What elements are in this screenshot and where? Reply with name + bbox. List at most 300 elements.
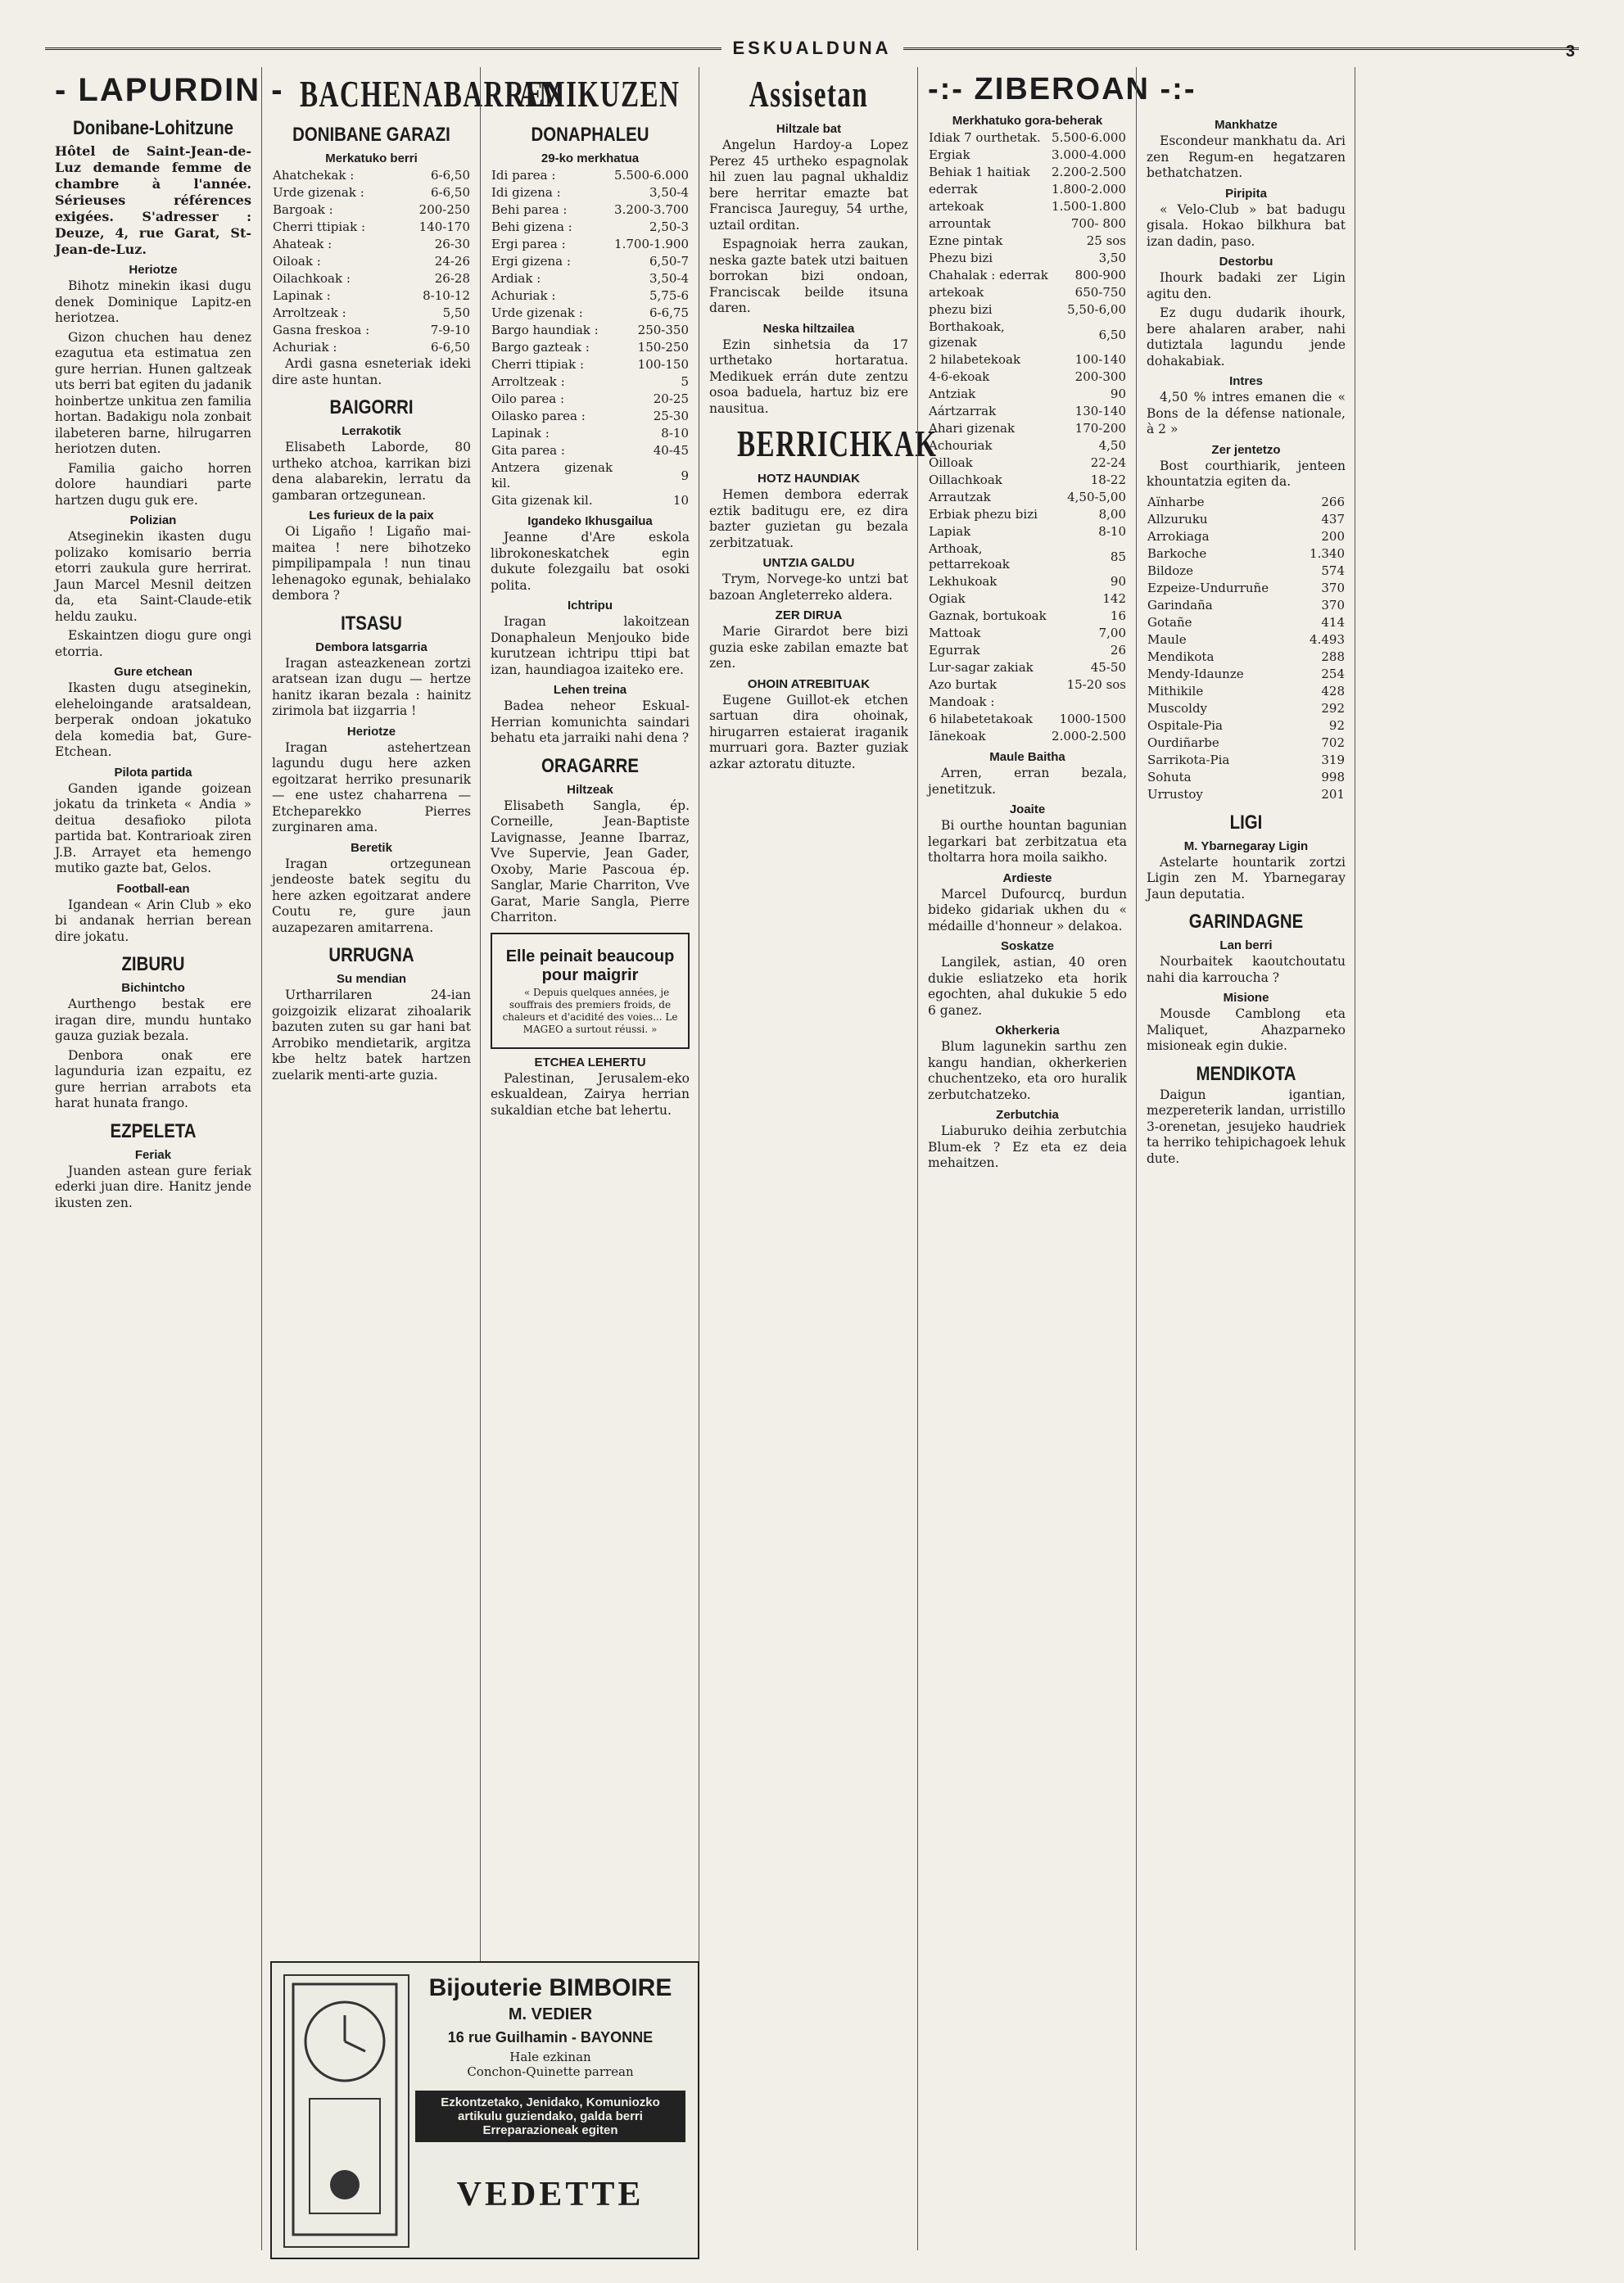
subheading: Gure etchean	[114, 665, 192, 679]
table-cell-value: 5,50-6,00	[1067, 302, 1126, 317]
table-row	[491, 322, 690, 339]
table-cell-value: 6-6,50	[430, 168, 470, 183]
table-row	[1147, 735, 1346, 752]
paragraph: Elisabeth Sangla, ép. Corneille, Jean-Baptiste Lavignasse, Jeanne Ibarraz, Vve Supervie, Jean Gader, Oxoby, Marie Pascoua ép. Sanglar, Marie Charriton, Vve Garat, Marie Sangla, Pierre Charriton.	[491, 798, 690, 925]
column-right-margin	[1355, 67, 1580, 2250]
table-cell-label: arrountak	[929, 216, 991, 231]
table-row	[928, 420, 1127, 437]
table-cell-value: 18-22	[1090, 472, 1126, 487]
subheading: Les furieux de la paix	[309, 509, 434, 522]
table-cell-label: Idi gizena :	[491, 185, 561, 200]
paragraph: Juanden astean gure feriak ederki juan dire. Hanitz jende ikusten zen.	[55, 1163, 251, 1210]
table-cell-value: 428	[1321, 683, 1345, 698]
subheading: Zer jentetzo	[1211, 442, 1281, 457]
subheading: Beretik	[351, 840, 392, 855]
table-cell-value: 150-250	[637, 340, 689, 355]
section-banner-bachenabarren: BACHENABARREN	[300, 73, 566, 115]
table-cell-value: 8,00	[1098, 507, 1126, 522]
table-cell-label: Ogiak	[929, 591, 966, 606]
table-row	[1147, 666, 1346, 683]
paragraph: Ezin sinhetsia da 17 urthetako hortaratua. Medikuek errán dute zentzu osoa baduela, hartuz biz ere nausitua.	[709, 337, 908, 416]
table-row	[491, 287, 690, 305]
table-cell-value: 800-900	[1074, 268, 1126, 283]
table-cell-label: Gita gizenak kil.	[491, 493, 593, 508]
table-cell-label: Idi parea :	[491, 168, 556, 183]
table-cell-label: Arthoak, pettarrekoak	[929, 541, 1010, 572]
table-cell-label: Mattoak	[929, 626, 981, 640]
subheading: Pilota partida	[114, 765, 192, 780]
table-cell-label: Iänekoak	[929, 729, 986, 744]
table-row	[491, 492, 690, 509]
table-cell-value: 142	[1102, 591, 1126, 606]
table-cell-label: Bargoak :	[273, 202, 333, 217]
heading-ligi: LIGI	[1229, 811, 1263, 834]
subheading: Joaite	[1009, 802, 1046, 816]
paragraph: Espagnoiak herra zaukan, neska gazte batek utzi baituen borrokan bizi ondoan, Franciscak beilde itsuna daren.	[709, 237, 908, 315]
subheading: Lerrakotik	[342, 424, 401, 438]
table-cell-value: 8-10	[661, 426, 689, 441]
table-cell-label: Ospitale-Pia	[1147, 717, 1223, 733]
table-cell-value: 437	[1321, 511, 1345, 527]
table-cell-value: 3,50	[1098, 251, 1126, 265]
table-cell-label: Lapinak :	[273, 288, 331, 303]
subheading: Dembora latsgarria	[315, 640, 427, 654]
paragraph: Jeanne d'Are eskola librokoneskatchek egin dukute folezgailu bat osoki polita.	[491, 530, 690, 593]
section-banner-ziberoan: -:- ZIBEROAN -:-	[928, 72, 1197, 106]
table-row	[491, 201, 690, 219]
subheading: M. Ybarnegaray Ligin	[1183, 839, 1309, 853]
section-banner-lapurdin: - LAPURDIN -	[55, 72, 284, 108]
subheading: Feriak	[134, 1147, 172, 1162]
table-cell-value: 4,50	[1098, 438, 1126, 453]
table-cell-label: Oilasko parea :	[491, 409, 586, 423]
paragraph: Familia gaicho horren dolore haundiari parte hartzen dugu guk ere.	[55, 460, 251, 508]
table-cell-value: 1.500-1.800	[1052, 199, 1126, 214]
section-banner-assisetan: Assisetan	[749, 73, 869, 115]
table-cell-value: 3.000-4.000	[1052, 147, 1126, 162]
table-row	[928, 129, 1127, 147]
table-cell-value: 15-20 sos	[1066, 677, 1126, 692]
heading-donaphaleu: DONAPHALEU	[531, 124, 649, 146]
table-row	[272, 219, 471, 236]
table-row	[928, 694, 1127, 711]
paragraph: Ganden igande goizean jokatu da trinketa « Andia » deitua desafioko pilota partida bat. Kontrarioak ziren J.B. Arrayet eta hemengo mutiko gazte bat, Gelos.	[55, 780, 251, 875]
subheading: Ichtripu	[568, 599, 613, 613]
table-cell-value: 5.500-6.000	[1052, 130, 1126, 145]
table-row	[928, 233, 1127, 250]
table-row	[1147, 528, 1346, 545]
paragraph: Badea neheor Eskual-Herrian komunichta saindari behatu eta jarraiki nahi dena ?	[491, 698, 690, 745]
table-row	[928, 351, 1127, 368]
subheading: UNTZIA GALDU	[762, 556, 855, 570]
notice: Hôtel de Saint-Jean-de-Luz demande femme de chambre à l'année. Sérieuses références exigées. S'adresser : Deuze, 4, rue Garat, St-Jean-de-Luz.	[55, 143, 251, 257]
table-row	[928, 711, 1127, 728]
table-row	[928, 590, 1127, 608]
table-row	[928, 181, 1127, 198]
table-row	[928, 164, 1127, 181]
table-cell-label: Ourdiñarbe	[1147, 735, 1219, 750]
page-number: 3	[1565, 43, 1575, 61]
table-row	[1147, 631, 1346, 649]
table-cell-label: Achouriak	[929, 438, 993, 453]
table-row	[1147, 597, 1346, 614]
subheading: Football-ean	[116, 881, 190, 896]
subheading: Heriotze	[346, 724, 396, 739]
table-row	[491, 373, 690, 391]
heading-urrugna: URRUGNA	[328, 944, 414, 966]
table-cell-label: Mithikile	[1147, 683, 1204, 698]
table-cell-label: Mendikota	[1147, 649, 1215, 664]
masthead: ESKUALDUNA	[0, 38, 1624, 59]
table-cell-value: 2,50-3	[649, 219, 689, 234]
table-row	[1147, 769, 1346, 786]
table-cell-value: 26-30	[434, 237, 470, 251]
table-row	[272, 287, 471, 305]
table-cell-value: 266	[1321, 494, 1345, 509]
table-cell-value: 20-25	[653, 391, 689, 406]
ad-title: Elle peinait beaucoup pour maigrir	[505, 947, 675, 984]
table-row	[1147, 614, 1346, 631]
table-row	[928, 301, 1127, 319]
table-cell-value: 85	[1110, 549, 1126, 564]
paragraph: 4,50 % intres emanen die « Bons de la défense nationale, à 2 »	[1147, 390, 1346, 436]
subheading: Lan berri	[1219, 938, 1273, 952]
table-row	[491, 356, 690, 373]
ad-shop-name: Bijouterie BIMBOIRE	[428, 1974, 672, 2001]
table-row	[491, 184, 690, 201]
paragraph: Escondeur mankhatu da. Ari zen Regum-en hegatzaren bethatchatzen.	[1147, 133, 1346, 180]
table-cell-value: 201	[1321, 786, 1345, 802]
table-cell-label: Phezu bizi	[929, 251, 993, 265]
table-cell-label: Ahatchekak :	[273, 168, 355, 183]
clock-illustration	[283, 1974, 409, 2248]
table-cell-label: Gita parea :	[491, 443, 565, 458]
paragraph: Urtharrilaren 24-ian goizgoizik elizarat zihoalarik bazuten zuten su gar hani bat Arrobiko mendietarik, argitza kbe heltz batek hartzen zuelarik menti-arte guzia.	[272, 988, 471, 1083]
subheading: 29-ko merkhatua	[541, 151, 640, 165]
table-cell-value: 24-26	[434, 254, 470, 269]
table-cell-value: 8-10	[1098, 524, 1126, 539]
paragraph: Astelarte hountarik zortzi Ligin zen M. Ybarnegaray Jaun deputatia.	[1147, 854, 1346, 902]
table-cell-value: 3.200-3.700	[614, 202, 689, 217]
paragraph: Nourbaitek kaoutchoutatu nahi dia karroucha ?	[1147, 954, 1346, 985]
table-cell-label: artekoak	[929, 199, 984, 214]
table-row	[491, 459, 690, 492]
table-cell-value: 10	[672, 493, 689, 508]
heading-donibane-lohitzune: Donibane-Lohitzune	[72, 117, 234, 139]
table-cell-value: 26-28	[434, 271, 470, 286]
subheading: Maule Baitha	[989, 750, 1065, 764]
table-row	[928, 625, 1127, 642]
table-cell-value: 3,50-4	[649, 271, 689, 286]
table-cell-label: artekoak	[929, 285, 984, 300]
table-row	[272, 270, 471, 287]
table-cell-label: Urde gizenak :	[273, 185, 364, 200]
table-cell-label: Behi gizena :	[491, 219, 572, 234]
table-cell-value: 26	[1110, 643, 1126, 658]
table-row	[491, 253, 690, 270]
table-cell-label: Ezpeize-Undurruñe	[1147, 580, 1269, 595]
table-cell-label: Behiak 1 haitiak	[929, 165, 1030, 179]
table-cell-label: Antzera gizenak kil.	[491, 460, 613, 491]
paragraph: Langilek, astian, 40 oren dukie esliatzeko eta horik egochten, ahal dukukie 5 edo 6 ganez.	[928, 955, 1127, 1018]
table-cell-label: Borthakoak, gizenak	[929, 319, 1005, 350]
table-cell-label: 2 hilabetekoak	[929, 352, 1021, 367]
table-row	[928, 215, 1127, 233]
paragraph: Iragan ortzegunean jendeoste batek segitu du here azken egoitzarat andere Coutu re, gure jaun auzapezaren amitarrena.	[272, 856, 471, 935]
table-cell-value: 700- 800	[1070, 216, 1126, 231]
table-cell-value: 130-140	[1074, 404, 1126, 418]
table-cell-label: Bargo haundiak :	[491, 323, 599, 337]
table-cell-label: Muscoldy	[1147, 700, 1208, 716]
table-cell-value: 1000-1500	[1059, 712, 1126, 726]
table-row	[928, 608, 1127, 625]
paragraph: Denbora onak ere lagunduria izan ezpaitu, ez gure herrian arrabots eta harat hunata frango.	[55, 1047, 251, 1110]
table-cell-value: 6-6,75	[649, 305, 689, 320]
table-cell-label: Gasna freskoa :	[273, 323, 370, 337]
ad-owner: M. VEDIER	[508, 2005, 593, 2023]
table-row	[491, 391, 690, 408]
table-cell-value: 7,00	[1098, 626, 1126, 640]
subheading: Ardieste	[1002, 870, 1052, 885]
table-row	[491, 442, 690, 459]
table-cell-value: 5.500-6.000	[614, 168, 689, 183]
table-cell-label: Urde gizenak :	[491, 305, 583, 320]
table-cell-value: 6,50	[1098, 327, 1126, 342]
paragraph: Ikasten dugu atseginekin, eleheloingande aratsaldean, berperak ondoan jokatuko dela komedia bat, Gure-Etchean.	[55, 680, 251, 759]
table-row	[1147, 752, 1346, 769]
table-cell-label: 6 hilabetetakoak	[929, 712, 1034, 726]
paragraph: Elisabeth Laborde, 80 urtheko atchoa, karrikan bizi dena alabarekin, lerratu da gambaran ortzegunean.	[272, 440, 471, 503]
paragraph: Bi ourthe hountan bagunian legarkari bat zerbitzatua eta tholtarra hora moila saikho.	[928, 818, 1127, 865]
table-cell-label: Ezne pintak	[929, 233, 1003, 248]
subheading: Igandeko Ikhusgailua	[527, 514, 653, 528]
table-cell-label: Sohuta	[1147, 769, 1192, 784]
subheading: Su mendian	[336, 972, 406, 986]
table-cell-label: Lapinak :	[491, 426, 550, 441]
table-cell-value: 5,75-6	[649, 288, 689, 303]
table-row	[928, 267, 1127, 284]
table-row	[928, 728, 1127, 745]
table-row	[272, 167, 471, 184]
paragraph: Iragan asteazkenean zortzi aratsean izan dugu — hertze hanitz ikaran bezala : hainitz zirimola bat iizgarria !	[272, 655, 471, 718]
table-row	[491, 167, 690, 184]
market-table-donaphaleu	[491, 167, 690, 509]
paragraph: Iragan astehertzean lagundu dugu here azken egoitzarat herriko presunarik — ene ustez chaharrena — Etcheparekko Pierres zurginaren ama.	[272, 739, 471, 834]
table-row	[928, 368, 1127, 386]
table-row	[928, 403, 1127, 420]
paragraph: Mousde Camblong eta Maliquet, Ahazparneko misioneak egin dukie.	[1147, 1006, 1346, 1053]
table-cell-value: 3,50-4	[649, 185, 689, 200]
table-cell-value: 650-750	[1074, 285, 1126, 300]
table-row	[928, 489, 1127, 506]
table-cell-label: Aártzarrak	[929, 404, 997, 418]
table-row	[491, 219, 690, 236]
table-cell-label: Sarrikota-Pia	[1147, 752, 1230, 767]
table-cell-value: 288	[1321, 649, 1345, 664]
subheading: Lehen treina	[553, 683, 627, 697]
table-cell-label: phezu bizi	[929, 302, 993, 317]
heading-garindagne: GARINDAGNE	[1188, 911, 1304, 933]
heading-baigorri: BAIGORRI	[329, 396, 414, 418]
table-cell-value: 7-9-10	[430, 323, 470, 337]
table-row	[928, 437, 1127, 454]
table-cell-label: Gotañe	[1147, 614, 1192, 630]
table-cell-label: Ahateak :	[273, 237, 332, 251]
table-cell-value: 170-200	[1074, 421, 1126, 436]
table-cell-value: 1.800-2.000	[1052, 182, 1126, 197]
table-row	[928, 642, 1127, 659]
paragraph: Arren, erran bezala, jenetitzuk.	[928, 766, 1127, 797]
ad-brand: VEDETTE	[456, 2176, 645, 2213]
table-cell-value: 414	[1321, 614, 1345, 630]
market-table-ziberoa	[928, 129, 1127, 745]
table-cell-value: 200-300	[1074, 369, 1126, 384]
column-amikuzen	[480, 67, 699, 2250]
subheading: Destorbu	[1219, 255, 1273, 269]
subheading: Okherkeria	[995, 1024, 1060, 1038]
table-cell-label: Azo burtak	[929, 677, 997, 692]
table-cell-label: Behi parea :	[491, 202, 568, 217]
subheading: OHOIN ATREBITUAK	[747, 676, 871, 691]
table-cell-value: 254	[1321, 666, 1345, 681]
paragraph: Oi Ligaño ! Ligaño mai-maitea ! nere bihotzeko pimpilipampala ! nun tinau lehenagoko egunak, behialako dembora ?	[272, 524, 471, 603]
subheading: Hiltzeak	[567, 782, 613, 797]
table-cell-label: Lapiak	[929, 524, 971, 539]
table-cell-label: Achuriak :	[273, 340, 337, 355]
table-cell-value: 100-140	[1074, 352, 1126, 367]
advertisement-bimboire	[270, 1961, 699, 2259]
table-cell-label: Oillachkoak	[929, 472, 1002, 487]
paragraph: Eskaintzen diogu gure ongi etorria.	[55, 628, 251, 659]
table-row	[1147, 786, 1346, 803]
subheading: ETCHEA LEHERTU	[534, 1055, 646, 1069]
table-row	[928, 523, 1127, 540]
table-cell-label: Arroltzeak :	[491, 374, 565, 389]
subheading: Neska hiltzailea	[762, 321, 855, 336]
paragraph: Marie Girardot bere bizi guzia eske zabilan emazte bat zen.	[709, 624, 908, 671]
paragraph: Ihourk badaki zer Ligin agitu den.	[1147, 270, 1346, 301]
ad-line: Hale ezkinan	[509, 2050, 591, 2064]
table-row	[928, 319, 1127, 351]
table-row	[272, 236, 471, 253]
table-cell-value: 25 sos	[1086, 233, 1126, 248]
table-row	[272, 305, 471, 322]
ad-address: 16 rue Guilhamin - BAYONNE	[447, 2029, 654, 2046]
table-row	[1147, 649, 1346, 666]
table-cell-value: 250-350	[637, 323, 689, 337]
table-cell-value: 370	[1321, 597, 1345, 613]
table-row	[1147, 700, 1346, 717]
table-cell-value: 200	[1321, 528, 1345, 544]
table-cell-value: 1.340	[1310, 545, 1345, 561]
table-cell-value: 4.493	[1310, 631, 1345, 647]
table-cell-label: Mandoak :	[929, 694, 995, 709]
table-row	[1147, 717, 1346, 735]
table-cell-value: 1.700-1.900	[614, 237, 689, 251]
table-row	[272, 339, 471, 356]
table-cell-value: 5	[681, 374, 689, 389]
subheading: Piripita	[1225, 186, 1267, 201]
paragraph: Ardi gasna esneteriak ideki dire aste huntan.	[272, 356, 471, 387]
table-row	[491, 270, 690, 287]
table-cell-label: Barkoche	[1147, 545, 1207, 561]
table-row	[272, 253, 471, 270]
paragraph: Angelun Hardoy-a Lopez Perez 45 urtheko espagnolak hil zuen lau pagnal ukhaldiz bere herritar emazte bat Francisca Jaureguy, 54 urthe, uztail orditan.	[709, 138, 908, 233]
table-cell-label: ederrak	[929, 182, 978, 197]
table-row	[928, 573, 1127, 590]
paragraph: « Velo-Club » bat badugu gisala. Hokao bilkhura bat izan dadin, paso.	[1147, 201, 1346, 249]
table-cell-label: Erbiak phezu bizi	[929, 507, 1038, 522]
table-cell-label: Cherri ttipiak :	[491, 357, 585, 372]
table-cell-label: Allzuruku	[1147, 511, 1208, 527]
clock-icon	[285, 1976, 405, 2243]
table-row	[1147, 683, 1346, 700]
subheading: Intres	[1229, 374, 1263, 388]
table-cell-value: 5,50	[442, 305, 470, 320]
table-cell-value: 998	[1321, 769, 1345, 784]
table-cell-value: 25-30	[653, 409, 689, 423]
table-cell-label: Oilachkoak :	[273, 271, 351, 286]
heading-donibane-garazi: DONIBANE GARAZI	[292, 124, 450, 146]
table-cell-label: Ardiak :	[491, 271, 541, 286]
ad-services: Ezkontzetako, Jenidako, Komuniozko artikulu guziendako, galda berri Erreparazioneak egiten	[415, 2091, 685, 2142]
table-row	[928, 386, 1127, 403]
table-cell-label: Maule	[1147, 631, 1187, 647]
table-cell-value: 90	[1110, 387, 1126, 401]
subheading: Zerbutchia	[996, 1108, 1059, 1122]
table-cell-value	[1051, 694, 1127, 711]
table-cell-label: Mendy-Idaunze	[1147, 666, 1244, 681]
table-row	[928, 284, 1127, 301]
table-cell-value: 2.200-2.500	[1052, 165, 1126, 179]
table-row	[491, 339, 690, 356]
subheading: Merkhatuko gora-beherak	[952, 114, 1103, 128]
table-cell-value: 200-250	[418, 202, 470, 217]
table-cell-label: Bildoze	[1147, 563, 1194, 578]
table-cell-label: Antziak	[929, 387, 976, 401]
table-cell-label: Idiak 7 ourthetak.	[929, 130, 1041, 145]
table-cell-value: 370	[1321, 580, 1345, 595]
table-cell-label: Oiloak :	[273, 254, 321, 269]
paragraph: Bost courthiarik, jenteen khountatzia egiten da.	[1147, 458, 1346, 489]
table-cell-value: 92	[1328, 717, 1345, 733]
table-cell-label: Ergiak	[929, 147, 970, 162]
table-cell-label: Lur-sagar zakiak	[929, 660, 1034, 675]
table-cell-value: 9	[681, 468, 689, 483]
table-cell-label: Bargo gazteak :	[491, 340, 590, 355]
table-row	[491, 425, 690, 442]
table-cell-label: Arrokiaga	[1147, 528, 1210, 544]
table-cell-label: Oilo parea :	[491, 391, 565, 406]
paragraph: Atseginekin ikasten dugu polizako komisario berria etorri zaukula gure herrirat. Jaun Marcel Mesnil deitzen da, eta Saint-Claude-etik heldu zauku.	[55, 529, 251, 624]
section-banner-amikuzen: AMIKUZEN	[518, 73, 681, 115]
table-cell-value: 574	[1321, 563, 1345, 578]
table-cell-label: Urrustoy	[1147, 786, 1203, 802]
column-assisetan	[699, 67, 938, 2250]
ad-line: Conchon-Quinette parrean	[467, 2064, 634, 2079]
table-row	[928, 198, 1127, 215]
table-cell-value: 8-10-12	[423, 288, 470, 303]
section-banner-berrichkak: BERRICHKAK	[737, 423, 938, 464]
advertisement-mageo	[491, 933, 690, 1049]
table-cell-value: 292	[1321, 700, 1345, 716]
subheading: Misione	[1223, 991, 1269, 1005]
table-cell-value: 6-6,50	[430, 185, 470, 200]
table-cell-value: 140-170	[418, 219, 470, 234]
paragraph: Daigun igantian, mezpereterik landan, urristillo 3-orenetan, jesujeko haudriek ta herriko tehipichagoek lehuk dute.	[1147, 1087, 1346, 1166]
table-row	[272, 322, 471, 339]
paragraph: Bihotz minekin ikasi dugu denek Dominique Lapitz-en heriotzea.	[55, 278, 251, 325]
